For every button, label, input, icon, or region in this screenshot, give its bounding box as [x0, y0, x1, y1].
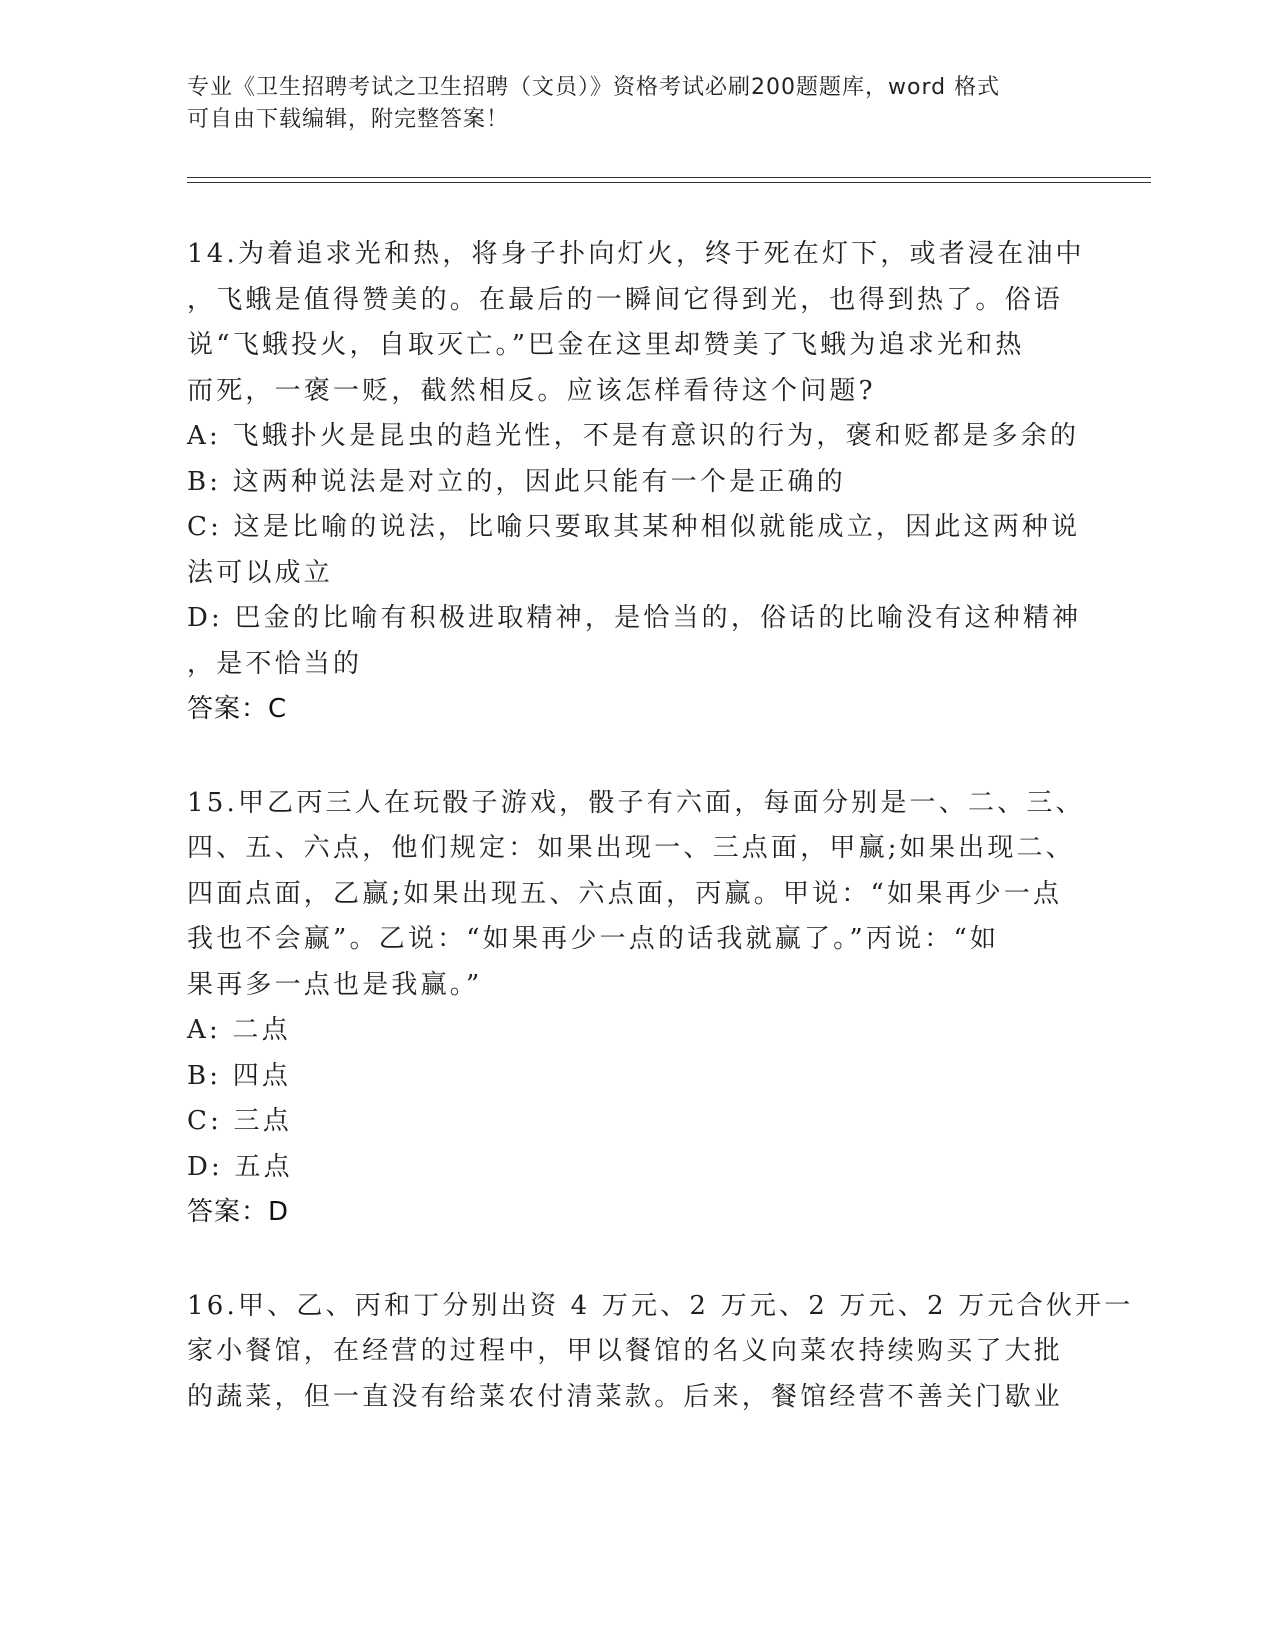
question-stem-line: 我也不会赢”。乙说：“如果再少一点的话我就赢了。”丙说：“如 [187, 924, 1000, 954]
header-line-2: 可自由下载编辑，附完整答案！ [187, 107, 510, 132]
option-c: C: 三点 [187, 1106, 292, 1136]
question-stem-line: 14.为着追求光和热，将身子扑向灯火，终于死在灯下，或者浸在油中 [187, 239, 1085, 269]
answer-line: 答案：D [187, 1197, 290, 1227]
answer-line: 答案：C [187, 694, 288, 724]
question-stem-line: 而死，一褒一贬，截然相反。应该怎样看待这个问题? [187, 375, 876, 406]
question-stem-line: 15.甲乙丙三人在玩骰子游戏，骰子有六面，每面分别是一、二、三、 [187, 787, 1085, 818]
question-stem-line: 四面点面，乙赢;如果出现五、六点面，丙赢。甲说：“如果再少一点 [187, 878, 1063, 909]
option-a: A: 飞蛾扑火是昆虫的趋光性，不是有意识的行为，褒和贬都是多余的 [187, 421, 1080, 451]
option-d: D: 五点 [187, 1151, 293, 1182]
option-c: C: 这是比喻的说法，比喻只要取其某种相似就能成立，因此这两种说 [187, 512, 1081, 542]
question-stem-line: 四、五、六点，他们规定：如果出现一、三点面，甲赢;如果出现二、 [187, 833, 1075, 863]
question-stem-line: 16.甲、乙、丙和丁分别出资 4 万元、2 万元、2 万元、2 万元合伙开一 [187, 1290, 1134, 1321]
question-stem-line: ，飞蛾是值得赞美的。在最后的一瞬间它得到光，也得到热了。俗语 [187, 284, 1064, 315]
question-15 [187, 781, 1085, 1236]
option-d-continued: ，是不恰当的 [187, 648, 363, 679]
header-divider-bottom [187, 182, 1151, 183]
question-stem-line: 家小餐馆，在经营的过程中，甲以餐馆的名义向菜农持续购买了大批 [187, 1336, 1064, 1366]
header-divider-top [187, 177, 1151, 178]
question-spacer [187, 733, 1067, 781]
page-header [187, 72, 1067, 136]
question-14 [187, 232, 1085, 733]
document-body [187, 232, 1134, 1420]
option-b: B: 四点 [187, 1060, 292, 1091]
question-stem-line: 的蔬菜，但一直没有给菜农付清菜款。后来，餐馆经营不善关门歇业 [187, 1381, 1064, 1412]
question-stem-line: 说“飞蛾投火，自取灭亡。”巴金在这里却赞美了飞蛾为追求光和热 [187, 330, 1025, 360]
option-b: B: 这两种说法是对立的，因此只能有一个是正确的 [187, 466, 846, 497]
header-line-1: 专业《卫生招聘考试之卫生招聘（文员）》资格考试必刷200题题库，word 格式 [187, 75, 1001, 100]
option-d: D: 巴金的比喻有积极进取精神，是恰当的，俗话的比喻没有这种精神 [187, 603, 1082, 633]
option-a: A: 二点 [187, 1015, 291, 1045]
question-16 [187, 1284, 1134, 1421]
question-spacer [187, 1236, 1067, 1284]
question-stem-line: 果再多一点也是我赢。” [187, 969, 483, 1000]
option-c-continued: 法可以成立 [187, 557, 334, 588]
